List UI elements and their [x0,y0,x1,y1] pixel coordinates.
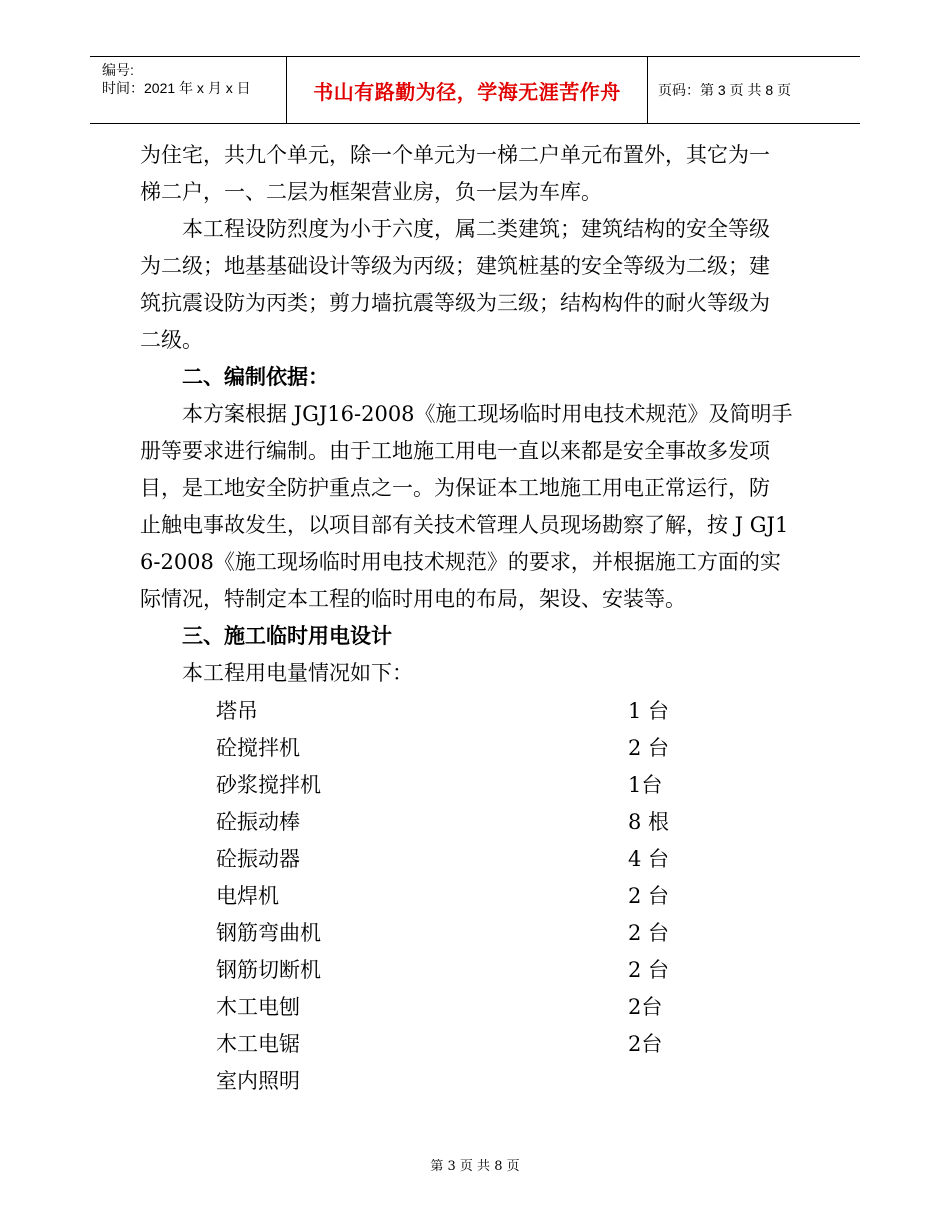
equipment-qty: 2台 [628,1032,663,1056]
document-number-label: 编号: [102,62,134,78]
paragraph-line: 本工程用电量情况如下： [182,661,413,685]
equipment-qty: 2 台 [628,921,670,945]
paragraph-line: 6-2008《施工现场临时用电技术规范》的要求，并根据施工方面的实 [140,550,781,574]
paragraph-line: 二级。 [140,328,203,352]
equipment-name: 砼振动器 [216,847,300,871]
equipment-qty: 8 根 [628,810,670,834]
equipment-qty: 2 台 [628,958,670,982]
paragraph-line: 为二级；地基基础设计等级为丙级；建筑桩基的安全等级为二级；建 [140,254,770,278]
equipment-qty: 4 台 [628,847,670,871]
paragraph-line: 梯二户，一、二层为框架营业房，负一层为车库。 [140,180,602,204]
header-motto: 书山有路勤为径，学海无涯苦作舟 [286,57,648,123]
paragraph-line: 本工程设防烈度为小于六度，属二类建筑；建筑结构的安全等级 [182,217,770,241]
document-time: 时间：2021 年 x 月 x 日 [102,80,251,96]
equipment-name: 电焊机 [216,884,279,908]
equipment-name: 钢筋切断机 [216,958,321,982]
equipment-name: 砼搅拌机 [216,736,300,760]
paragraph-line: 为住宅，共九个单元，除一个单元为一梯二户单元布置外，其它为一 [140,143,770,167]
equipment-name: 木工电刨 [216,995,300,1019]
equipment-name: 塔吊 [216,699,258,723]
equipment-qty: 2 台 [628,884,670,908]
paragraph-line: 册等要求进行编制。由于工地施工用电一直以来都是安全事故多发项 [140,439,770,463]
paragraph-line: 际情况，特制定本工程的临时用电的布局，架设、安装等。 [140,587,686,611]
equipment-name: 木工电锯 [216,1032,300,1056]
header-page-info: 页码：第 3 页 共 8 页 [658,82,792,98]
paragraph-line: 目，是工地安全防护重点之一。为保证本工地施工用电正常运行，防 [140,476,770,500]
equipment-name: 室内照明 [216,1069,300,1093]
header-meta [90,57,286,123]
section-heading-basis: 二、编制依据： [182,365,329,389]
page-header [90,56,860,124]
equipment-qty: 2台 [628,995,663,1019]
equipment-qty: 1 台 [628,699,670,723]
equipment-name: 砼振动棒 [216,810,300,834]
paragraph-line: 本方案根据 JGJ16-2008《施工现场临时用电技术规范》及简明手 [182,402,793,426]
page-footer: 第 3 页 共 8 页 [430,1159,520,1174]
equipment-name: 砂浆搅拌机 [216,773,321,797]
section-heading-design: 三、施工临时用电设计 [182,624,392,648]
paragraph-line: 止触电事故发生，以项目部有关技术管理人员现场勘察了解，按 J GJ1 [140,513,789,537]
equipment-qty: 2 台 [628,736,670,760]
equipment-qty: 1台 [628,773,663,797]
paragraph-line: 筑抗震设防为丙类；剪力墙抗震等级为三级；结构构件的耐火等级为 [140,291,770,315]
equipment-name: 钢筋弯曲机 [216,921,321,945]
